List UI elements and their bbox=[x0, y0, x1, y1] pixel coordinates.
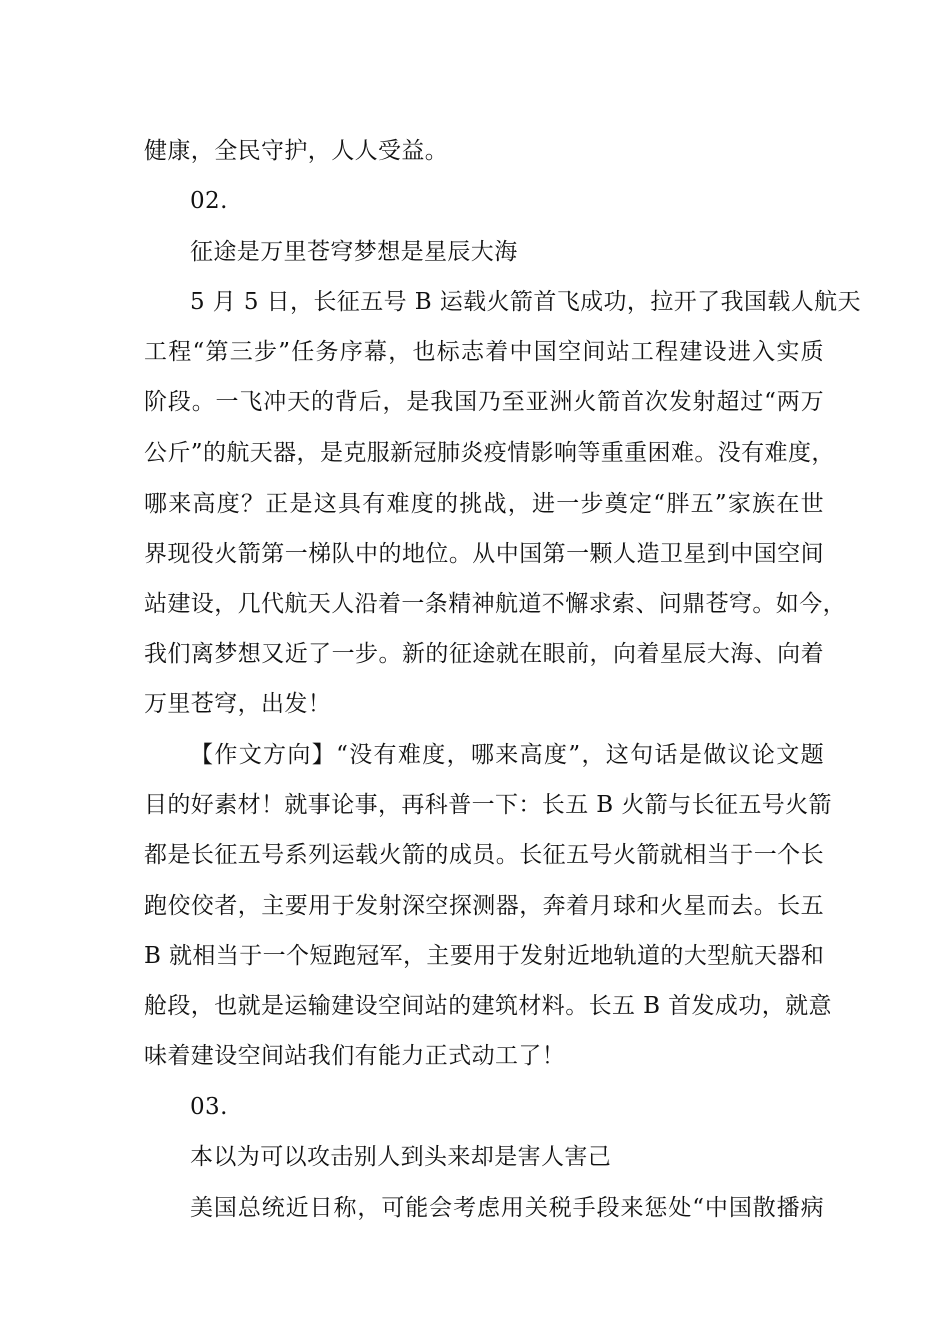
text-line: 味着建设空间站我们有能力正式动工了！ bbox=[144, 1043, 566, 1069]
text-line: 哪来高度？正是这具有难度的挑战，进一步奠定“胖五”家族在世 bbox=[144, 491, 824, 517]
text-line: 工程“第三步”任务序幕，也标志着中国空间站工程建设进入实质 bbox=[144, 339, 824, 365]
text-line: B 就相当于一个短跑冠军，主要用于发射近地轨道的大型航天器和 bbox=[144, 943, 825, 969]
section-heading: 本以为可以攻击别人到头来却是害人害己 bbox=[190, 1144, 612, 1170]
section-number: 03. bbox=[190, 1094, 228, 1120]
section-number: 02. bbox=[190, 188, 228, 214]
text-line: 健康，全民守护，人人受益。 bbox=[144, 138, 449, 164]
text-line: 站建设，几代航天人沿着一条精神航道不懈求索、问鼎苍穹。如今， bbox=[144, 591, 846, 617]
text-line: 目的好素材！就事论事，再科普一下：长五 B 火箭与长征五号火箭 bbox=[144, 792, 832, 818]
text-line: 公斤”的航天器，是克服新冠肺炎疫情影响等重重困难。没有难度， bbox=[144, 440, 835, 466]
text-line: 5 月 5 日，长征五号 B 运载火箭首飞成功，拉开了我国载人航天 bbox=[190, 289, 861, 315]
text-line: 跑佼佼者，主要用于发射深空探测器，奔着月球和火星而去。长五 bbox=[144, 893, 824, 919]
text-line: 舱段，也就是运输建设空间站的建筑材料。长五 B 首发成功，就意 bbox=[144, 993, 832, 1019]
text-line: 都是长征五号系列运载火箭的成员。长征五号火箭就相当于一个长 bbox=[144, 842, 824, 868]
text-line: 【作文方向】“没有难度，哪来高度”，这句话是做议论文题 bbox=[190, 742, 824, 768]
section-heading: 征途是万里苍穹梦想是星辰大海 bbox=[190, 239, 518, 265]
text-line: 我们离梦想又近了一步。新的征途就在眼前，向着星辰大海、向着 bbox=[144, 641, 824, 667]
text-line: 阶段。一飞冲天的背后，是我国乃至亚洲火箭首次发射超过“两万 bbox=[144, 389, 824, 415]
text-line: 美国总统近日称，可能会考虑用关税手段来惩处“中国散播病 bbox=[190, 1195, 824, 1221]
text-line: 万里苍穹，出发！ bbox=[144, 691, 332, 717]
text-line: 界现役火箭第一梯队中的地位。从中国第一颗人造卫星到中国空间 bbox=[144, 541, 824, 567]
